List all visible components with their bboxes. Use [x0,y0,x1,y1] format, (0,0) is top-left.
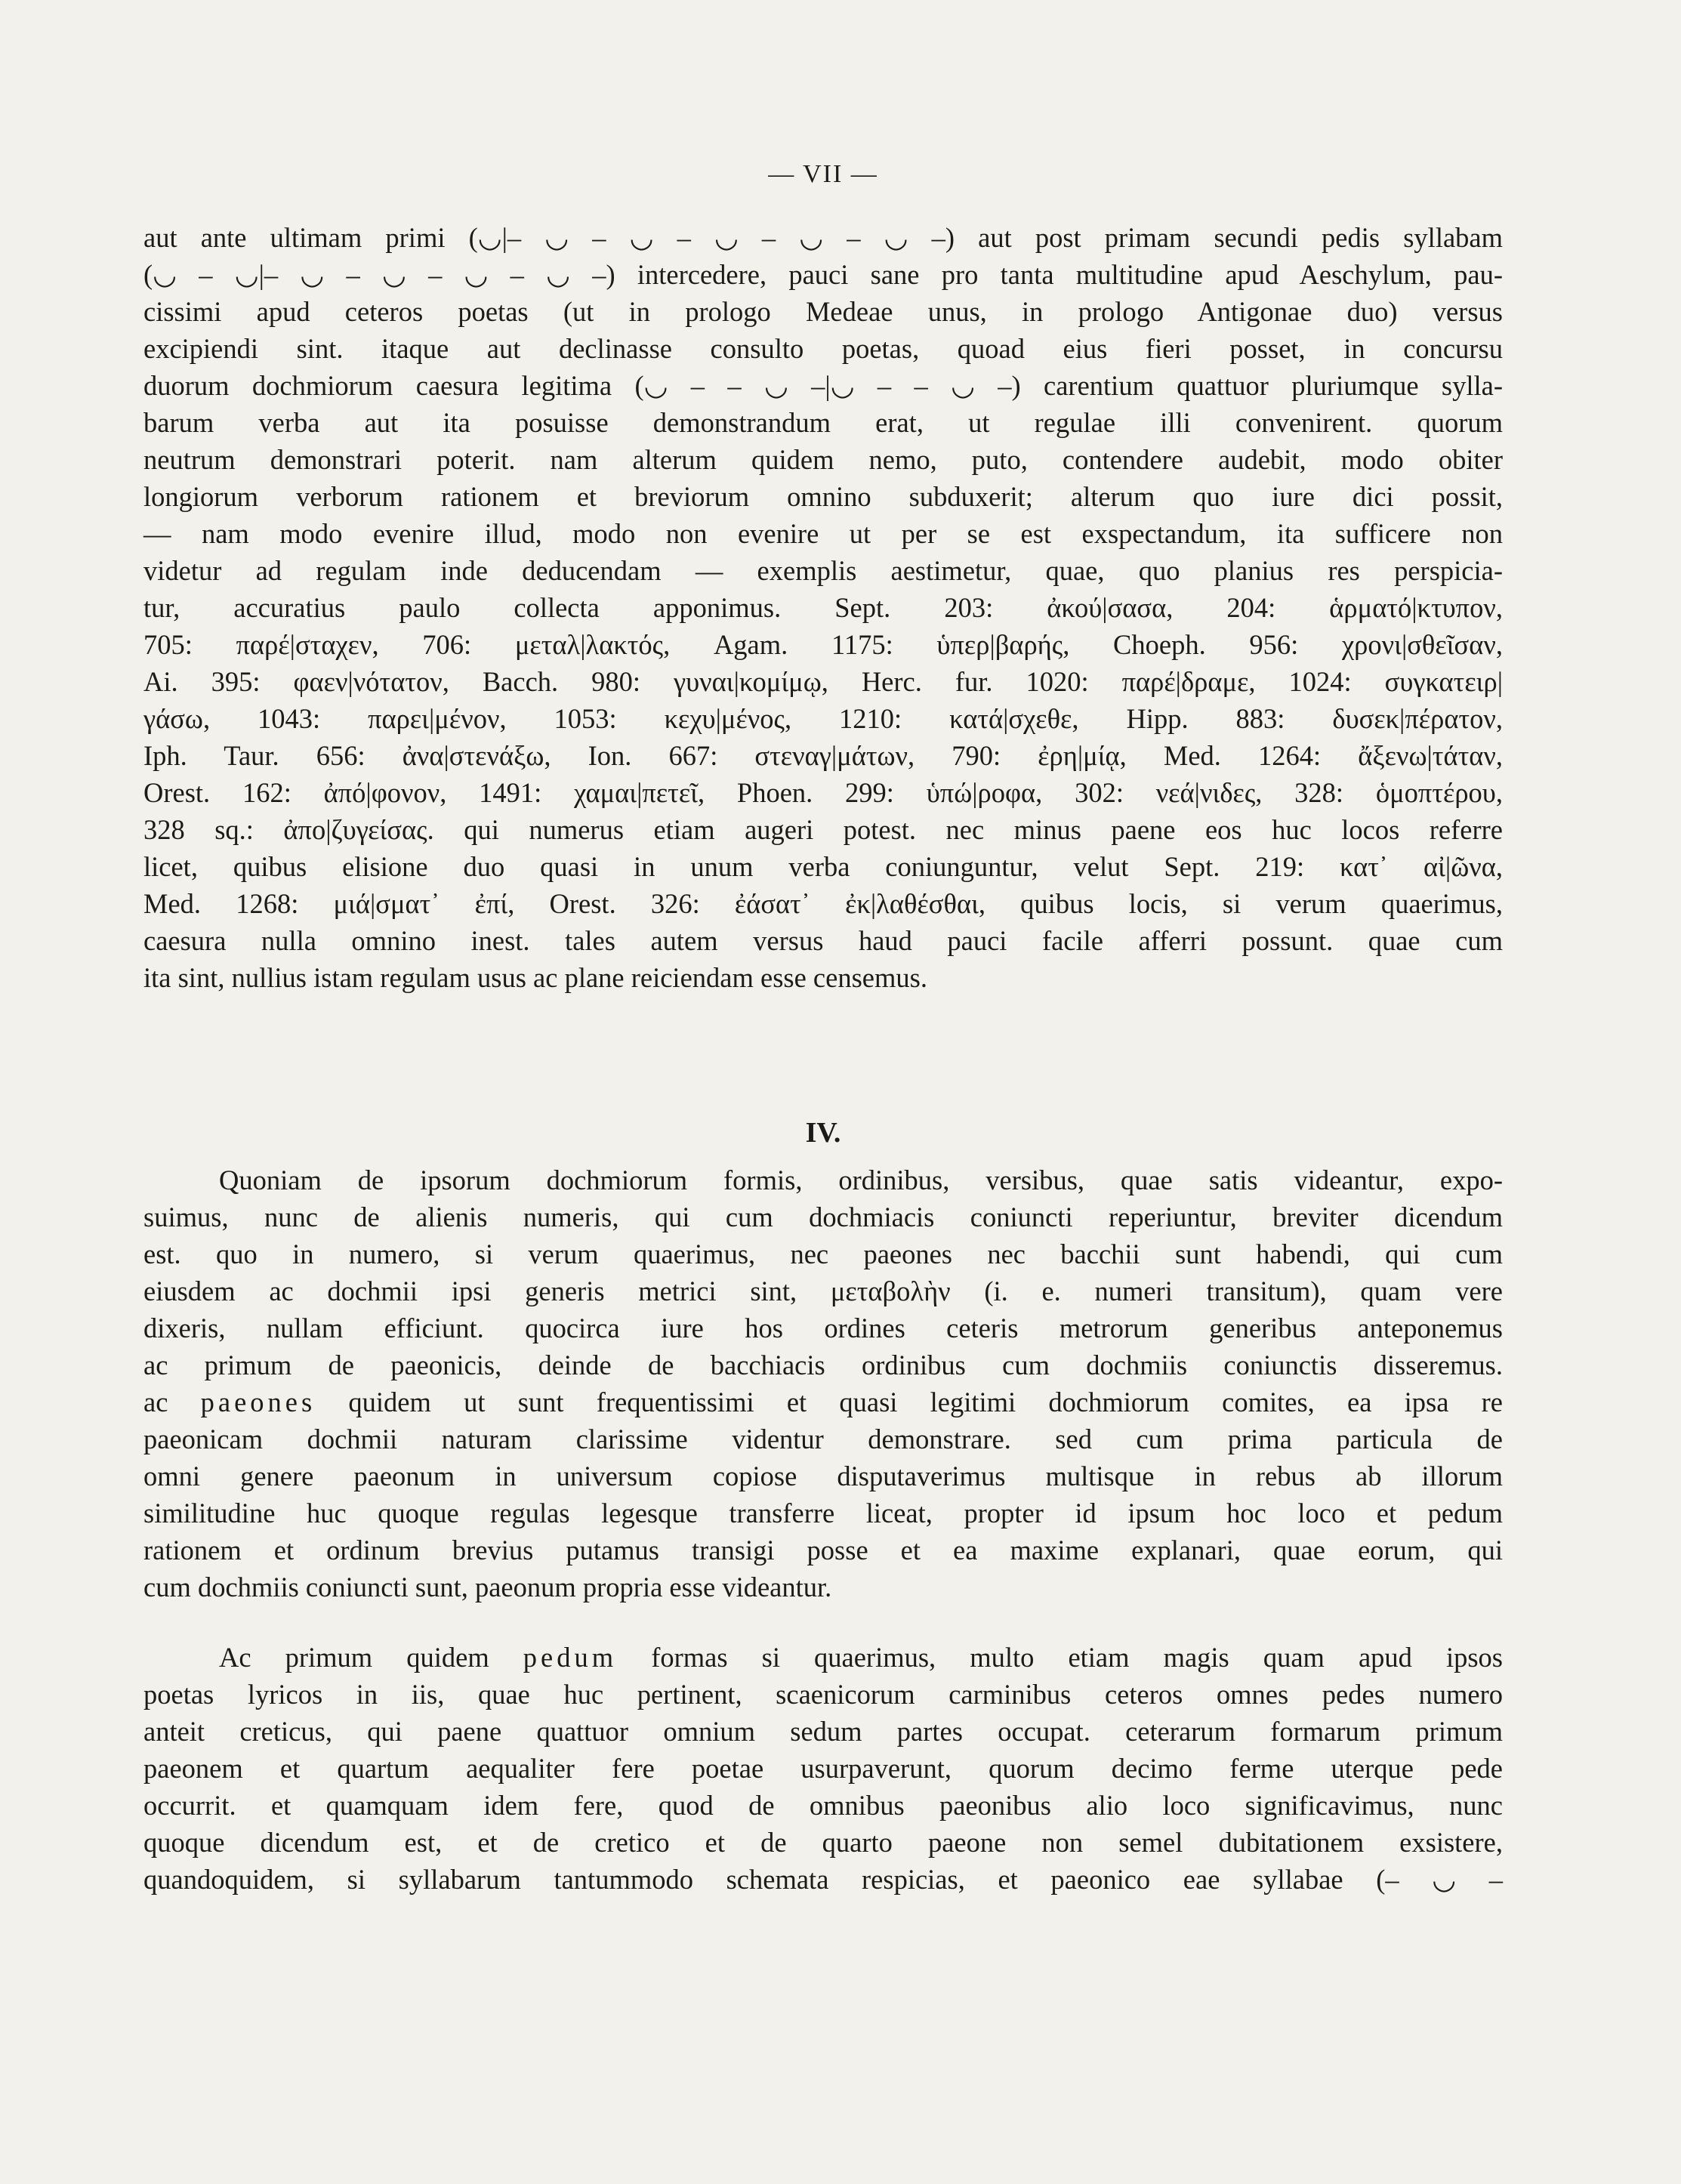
text-line: barum verba aut ita posuisse demonstrandum erat, ut regulae illi convenirent. quorum [143,407,1503,438]
text-line: paeonem et quartum aequaliter fere poetae usurpaverunt, quorum decimo ferme uterque pede [143,1753,1503,1784]
text-line: Med. 1268: μιά|σματ᾽ ἐπί, Orest. 326: ἐάσατ᾽ ἐκ|λαθέσθαι, quibus locis, si verum quaerimus, [143,888,1503,919]
text-line: tur, accuratius paulo collecta apponimus. Sept. 203: ἀκού|σασα, 204: ἁρματό|κτυπον, [143,592,1503,623]
section-four-paragraph-two [143,1639,1503,1898]
text-line: ac primum de paeonicis, deinde de bacchiacis ordinibus cum dochmiis coniunctis disseremus. [143,1350,1503,1380]
text-line: omni genere paeonum in universum copiose disputaverimus multisque in rebus ab illorum [143,1461,1503,1491]
text-line: 705: παρέ|σταχεν, 706: μεταλ|λακτός, Agam. 1175: ὑπερ|βαρής, Choeph. 956: χρονι|σθεῖσαν, [143,629,1503,660]
text-line: videtur ad regulam inde deducendam — exemplis aestimetur, quae, quo planius res perspicia- [143,555,1503,586]
text-line: est. quo in numero, si verum quaerimus, nec paeones nec bacchii sunt habendi, qui cum [143,1239,1503,1269]
text-line: longiorum verborum rationem et breviorum omnino subduxerit; alterum quo iure dici possit, [143,481,1503,512]
section-heading: IV. [805,1117,841,1149]
text-line: similitudine huc quoque regulas legesque transferre liceat, propter id ipsum hoc loco et pedum [143,1498,1503,1528]
text-line: Iph. Taur. 656: ἀνα|στενάξω, Ion. 667: στεναγ|μάτων, 790: ἐρη|μίᾳ, Med. 1264: ἄξενω|τάταν, [143,740,1503,771]
text-line: neutrum demonstrari poterit. nam alterum quidem nemo, puto, contendere audebit, modo obiter [143,444,1503,475]
text-line: caesura nulla omnino inest. tales autem versus haud pauci facile afferri possunt. quae cum [143,925,1503,956]
text-line: Quoniam de ipsorum dochmiorum formis, ordinibus, versibus, quae satis videantur, expo- [219,1164,1503,1195]
text-line: ita sint, nullius istam regulam usus ac plane reiciendam esse censemus. [143,962,927,993]
page-number: — VII — [768,160,878,188]
text-line: anteit creticus, qui paene quattuor omnium sedum partes occupat. ceterarum formarum primum [143,1716,1503,1747]
text-line: quandoquidem, si syllabarum tantummodo schemata respicias, et paeonico eae syllabae (– ◡ – [143,1864,1503,1895]
text-line [143,1639,1503,1676]
section-three-continuation [143,219,1503,996]
text-line: Orest. 162: ἀπό|φονον, 1491: χαμαι|πετεῖ, Phoen. 299: ὑπώ|ροφα, 302: νεά|νιδες, 328: ὁμοπτέρου, [143,777,1503,808]
text-line [143,1384,1503,1421]
spaced-emphasis: pedum [523,1642,618,1673]
text-line: licet, quibus elisione duo quasi in unum verba coniunguntur, velut Sept. 219: κατ᾽ αἰ|ῶνα, [143,851,1503,882]
text-fragment: Ac primum quidem [219,1642,489,1673]
spaced-emphasis: paeones [200,1387,316,1417]
text-fragment: quidem ut sunt frequentissimi et quasi legitimi dochmiorum comites, ea ipsa re [348,1387,1503,1417]
text-fragment: formas si quaerimus, multo etiam magis quam apud ipsos [651,1642,1504,1673]
book-page [143,0,1503,2184]
text-line: Ai. 395: φαεν|νότατον, Bacch. 980: γυναι|κομίμῳ, Herc. fur. 1020: παρέ|δραμε, 1024: συγκατειρ| [143,666,1503,697]
text-line: occurrit. et quamquam idem fere, quod de omnibus paeonibus alio loco significavimus, nunc [143,1790,1503,1821]
section-four-paragraph-one [143,1161,1503,1606]
text-line: quoque dicendum est, et de cretico et de quarto paeone non semel dubitationem exsistere, [143,1827,1503,1858]
text-line: suimus, nunc de alienis numeris, qui cum dochmiacis coniuncti reperiuntur, breviter dicendum [143,1202,1503,1232]
text-line: (◡ – ◡|– ◡ – ◡ – ◡ – ◡ –) intercedere, pauci sane pro tanta multitudine apud Aeschylum, pau- [143,259,1503,290]
text-line: 328 sq.: ἀπο|ζυγείσας. qui numerus etiam augeri potest. nec minus paene eos huc locos referre [143,814,1503,845]
text-line: dixeris, nullam efficiunt. quocirca iure hos ordines ceteris metrorum generibus anteponemus [143,1313,1503,1343]
text-line: eiusdem ac dochmii ipsi generis metrici sint, μεταβολὴν (i. e. numeri transitum), quam vere [143,1276,1503,1306]
text-line: rationem et ordinum brevius putamus transigi posse et ea maxime explanari, quae eorum, qui [143,1535,1503,1566]
text-line: aut ante ultimam primi (◡|– ◡ – ◡ – ◡ – ◡ – ◡ –) aut post primam secundi pedis syllabam [143,222,1503,253]
text-line: cissimi apud ceteros poetas (ut in prologo Medeae unus, in prologo Antigonae duo) versus [143,296,1503,327]
text-line: paeonicam dochmii naturam clarissime videntur demonstrare. sed cum prima particula de [143,1424,1503,1454]
text-line: γάσω, 1043: παρει|μένον, 1053: κεχυ|μένος, 1210: κατά|σχεθε, Hipp. 883: δυσεκ|πέρατον, [143,703,1503,734]
text-line: excipiendi sint. itaque aut declinasse consulto poetas, quoad eius fieri posset, in concursu [143,333,1503,364]
text-line: poetas lyricos in iis, quae huc pertinent, scaenicorum carminibus ceteros omnes pedes numero [143,1679,1503,1710]
text-fragment: ac [143,1387,168,1417]
text-line: duorum dochmiorum caesura legitima (◡ – – ◡ –|◡ – – ◡ –) carentium quattuor pluriumque sylla- [143,370,1503,401]
text-line: — nam modo evenire illud, modo non evenire ut per se est exspectandum, ita sufficere non [143,518,1503,549]
text-line: cum dochmiis coniuncti sunt, paeonum propria esse videantur. [143,1572,832,1603]
